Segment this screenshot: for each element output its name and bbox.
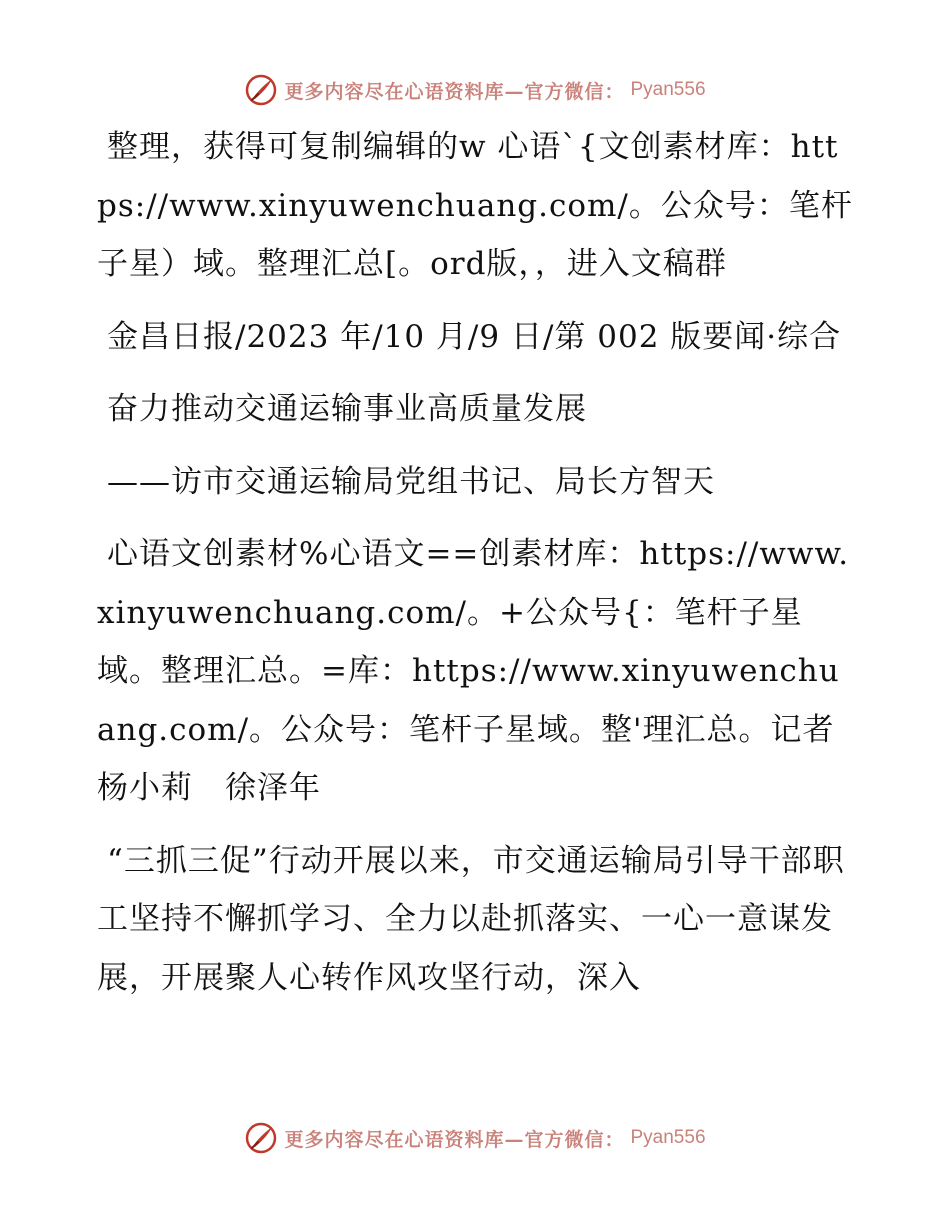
document-body (97, 118, 867, 1007)
paragraph-publication-info: 金昌日报/2023 年/10 月/9 日/第 002 版要闻·综合 (107, 318, 842, 355)
watermark-header (0, 70, 950, 110)
paragraph-source-note: 整理，获得可复制编辑的w 心语`{文创素材库：https://www.xinyuwenchuang.com/。公众号：笔杆子星）域。整理汇总[。ord版，，进入文稿群 (97, 129, 853, 282)
watermark-text: 更多内容尽在心语资料库—官方微信： (284, 80, 625, 103)
article-subtitle: ——访市交通运输局党组书记、局长方智天 (107, 463, 715, 500)
article-title: 奋力推动交通运输事业高质量发展 (107, 391, 587, 427)
watermark-wechat-id: Pyan556 (630, 79, 706, 100)
feather-pen-icon (244, 1121, 278, 1155)
watermark-text: 更多内容尽在心语资料库—官方微信： (284, 1128, 625, 1151)
paragraph-reporter-note: 心语文创素材%心语文==创素材库：https://www.xinyuwenchuang.com/。+公众号{：笔杆子星域。整理汇总。=库：https://www.xinyuwenchuang.com/。公众号：笔杆子星域。整'理汇总。记者 杨小莉 徐泽年 (97, 536, 867, 806)
watermark-wechat-id: Pyan556 (630, 1127, 706, 1148)
watermark-footer (0, 1118, 950, 1158)
feather-pen-icon (244, 73, 278, 107)
paragraph-body: “三抓三促”行动开展以来，市交通运输局引导干部职工坚持不懈抓学习、全力以赴抓落实、一心一意谋发展，开展聚人心转作风攻坚行动，深入 (97, 842, 845, 996)
